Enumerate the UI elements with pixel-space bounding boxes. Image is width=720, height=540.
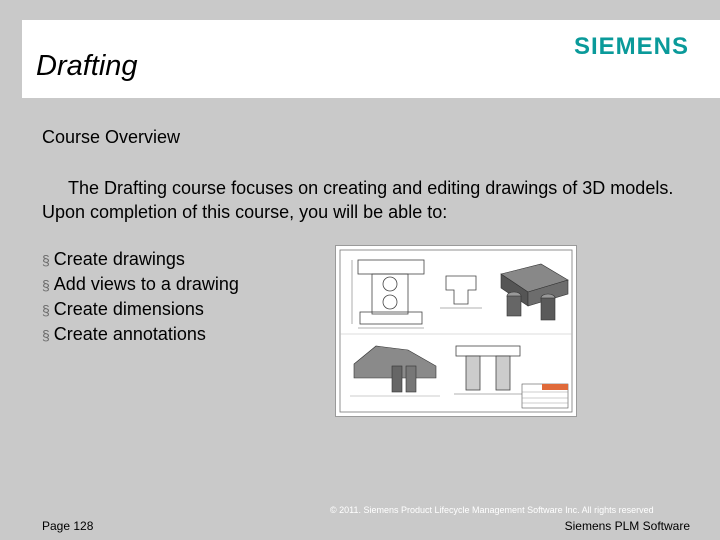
header-bar (22, 20, 720, 98)
copyright-notice: © 2011. Siemens Product Lifecycle Management Software Inc. All rights reserved (330, 505, 654, 515)
bullet-text: Create drawings (53, 249, 185, 269)
bullet-text: Create annotations (53, 324, 206, 344)
technical-drawing-illustration (336, 246, 576, 416)
bullet-text: Add views to a drawing (53, 274, 239, 294)
page-number: Page 128 (42, 519, 94, 533)
square-bullet-icon: § (42, 327, 50, 343)
list-item (42, 322, 239, 347)
list-item (42, 247, 239, 272)
list-item (42, 297, 239, 322)
slide-title: Drafting (36, 50, 138, 82)
list-item (42, 272, 239, 297)
square-bullet-icon: § (42, 277, 50, 293)
siemens-logo: SIEMENS (573, 33, 689, 60)
drawing-sheet-image (335, 245, 577, 417)
square-bullet-icon: § (42, 302, 50, 318)
company-name: Siemens PLM Software (564, 519, 690, 533)
overview-paragraph: The Drafting course focuses on creating and editing drawings of 3D models. Upon completion of this course, you will be able to: (42, 178, 674, 222)
square-bullet-icon: § (42, 252, 50, 268)
objectives-list (42, 247, 239, 347)
bullet-text: Create dimensions (53, 299, 204, 319)
section-subtitle: Course Overview (42, 127, 181, 147)
